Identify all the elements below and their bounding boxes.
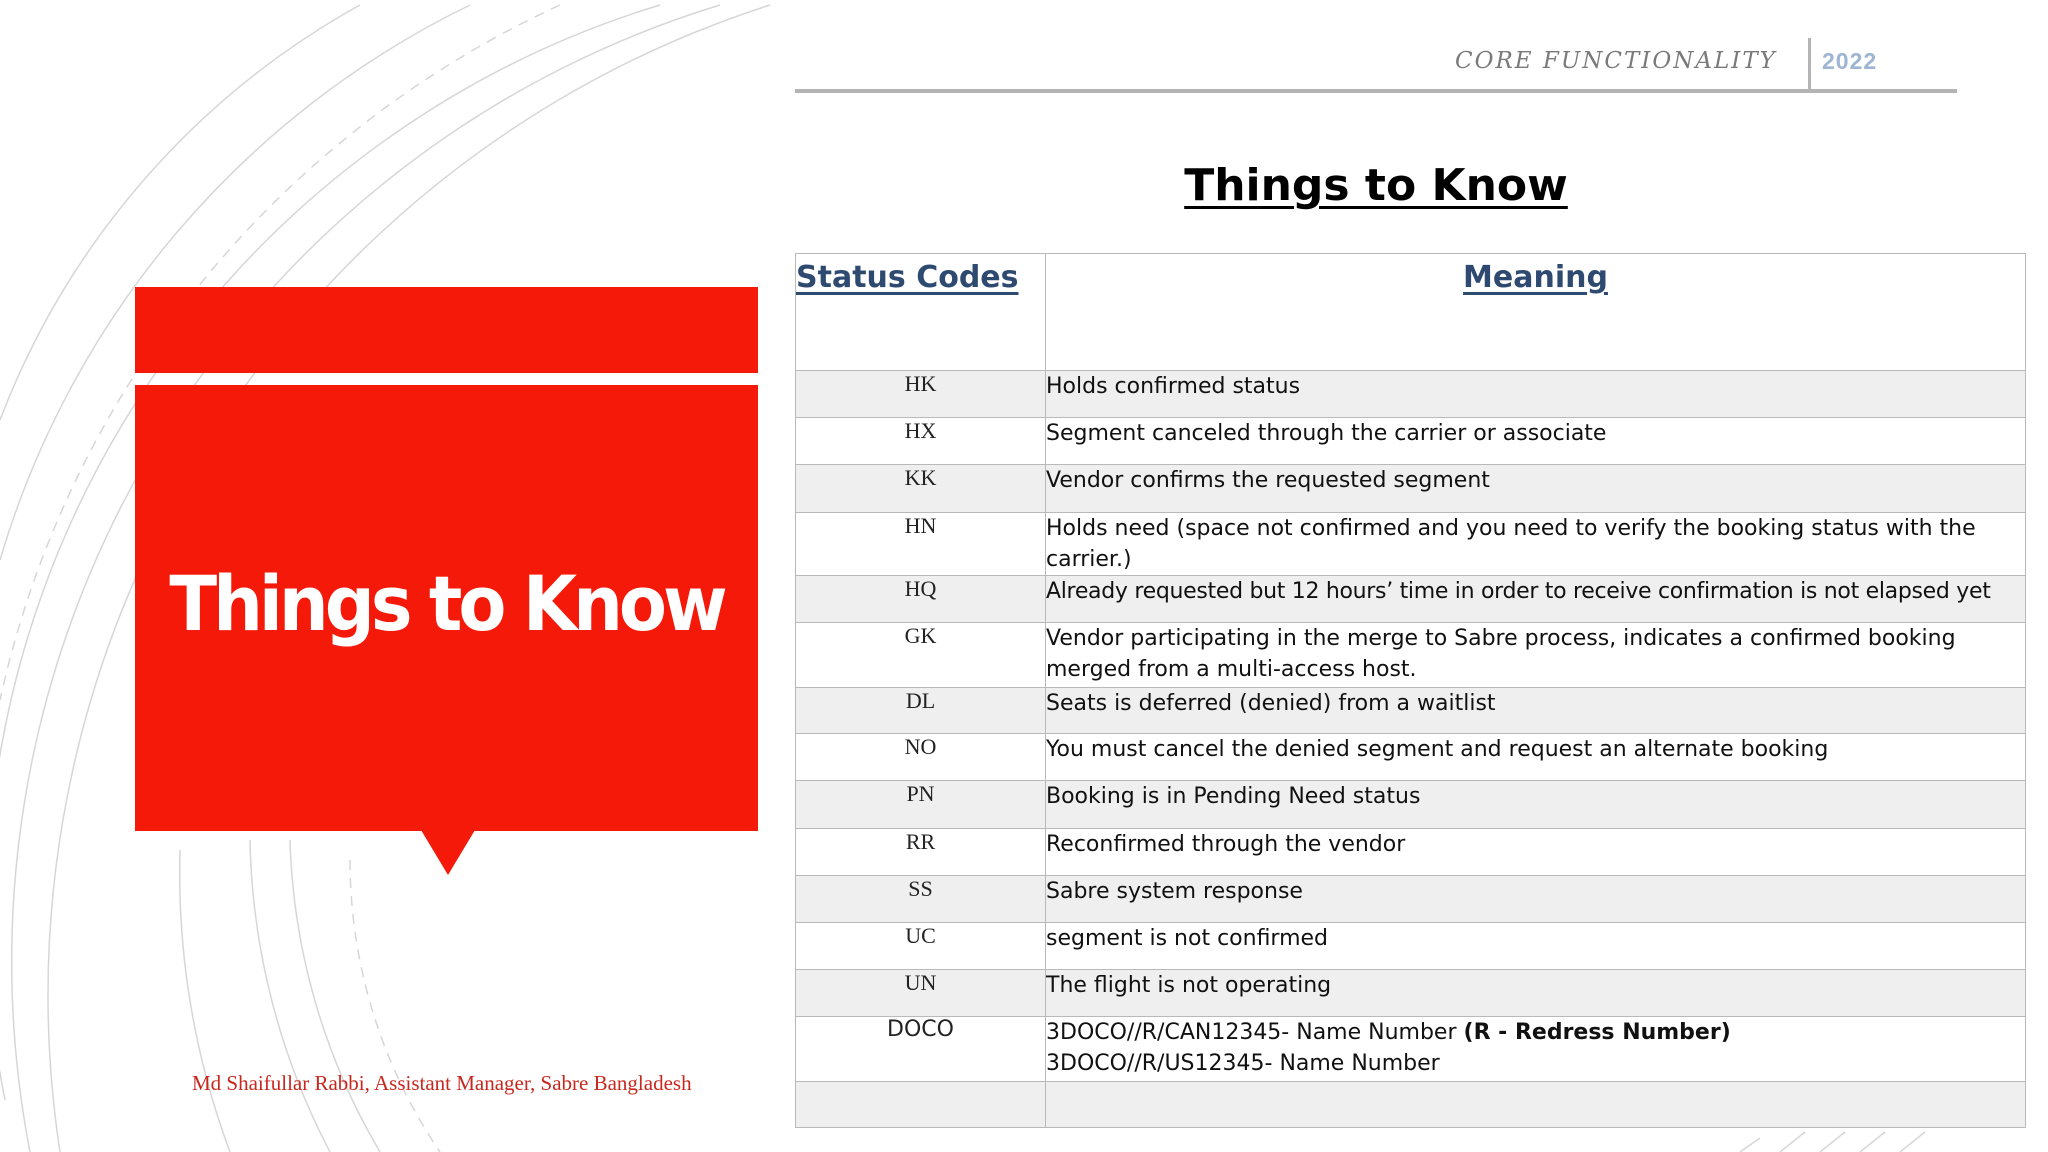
empty-cell: [796, 1082, 1046, 1128]
table-row: [796, 923, 2026, 970]
status-code: GK: [796, 623, 1046, 688]
status-meaning-line: Vendor participating in the merge to Sabre process, indicates a confirmed booking: [1046, 626, 1956, 651]
status-meaning: [1046, 513, 2026, 576]
status-meaning: Sabre system response: [1046, 876, 2026, 923]
table-row: [796, 781, 2026, 829]
status-meaning: segment is not confirmed: [1046, 923, 2026, 970]
table-row: [796, 1017, 2026, 1082]
status-meaning: Holds confirmed status: [1046, 371, 2026, 418]
status-code: UN: [796, 970, 1046, 1017]
status-code: HK: [796, 371, 1046, 418]
header-section-label: CORE FUNCTIONALITY: [1455, 48, 1777, 74]
table-row: [796, 970, 2026, 1017]
status-code: HX: [796, 418, 1046, 465]
status-code: DL: [796, 688, 1046, 734]
status-meaning: Booking is in Pending Need status: [1046, 781, 2026, 829]
status-meaning-line: carrier.): [1046, 547, 1132, 572]
slide-title: Things to Know: [169, 559, 724, 649]
table-row: [796, 623, 2026, 688]
table-row: [796, 513, 2026, 576]
status-code: PN: [796, 781, 1046, 829]
table-row-empty: [796, 1082, 2026, 1128]
status-meaning: [1046, 1017, 2026, 1082]
table-row: [796, 876, 2026, 923]
table-row: [796, 576, 2026, 623]
status-meaning: The flight is not operating: [1046, 970, 2026, 1017]
status-code: DOCO: [796, 1017, 1046, 1082]
header-divider: [1808, 38, 1811, 90]
status-codes-header: Status Codes: [796, 254, 1046, 371]
table-row: [796, 418, 2026, 465]
title-card-top-bar: [135, 287, 758, 373]
author-credit: Md Shaifullar Rabbi, Assistant Manager, Sabre Bangladesh: [192, 1071, 692, 1095]
doco-line1-bold: (R - Redress Number): [1463, 1020, 1731, 1045]
status-meaning-line: [1046, 1017, 2025, 1048]
status-meaning: Reconfirmed through the vendor: [1046, 829, 2026, 876]
status-meaning-line: 3DOCO//R/US12345- Name Number: [1046, 1051, 1440, 1076]
document-title: Things to Know: [1184, 160, 1568, 211]
header-rule: [795, 89, 1957, 93]
table-row: [796, 688, 2026, 734]
status-code: UC: [796, 923, 1046, 970]
status-meaning: Segment canceled through the carrier or associate: [1046, 418, 2026, 465]
table-header-row: [796, 254, 2026, 371]
status-code: NO: [796, 734, 1046, 781]
table-row: [796, 829, 2026, 876]
status-code: HN: [796, 513, 1046, 576]
meaning-header: Meaning: [1046, 254, 2026, 371]
table-row: [796, 465, 2026, 513]
status-meaning: Seats is deferred (denied) from a waitlist: [1046, 688, 2026, 734]
status-meaning: Already requested but 12 hours’ time in order to receive confirmation is not elapsed yet: [1046, 576, 2026, 623]
status-code: KK: [796, 465, 1046, 513]
table-row: [796, 371, 2026, 418]
title-card-pointer: [421, 830, 475, 875]
status-code: SS: [796, 876, 1046, 923]
status-meaning: [1046, 623, 2026, 688]
empty-cell: [1046, 1082, 2026, 1128]
header-year: 2022: [1822, 48, 1878, 74]
title-card: [135, 385, 758, 831]
status-meaning: Vendor confirms the requested segment: [1046, 465, 2026, 513]
doco-line1-text: 3DOCO//R/CAN12345- Name Number: [1046, 1020, 1464, 1045]
status-meaning-line: Holds need (space not confirmed and you need to verify the booking status with the: [1046, 516, 1976, 541]
table-row: [796, 734, 2026, 781]
status-code: HQ: [796, 576, 1046, 623]
status-meaning-line: merged from a multi-access host.: [1046, 657, 1417, 682]
status-codes-table: [795, 253, 2026, 1128]
status-meaning: You must cancel the denied segment and request an alternate booking: [1046, 734, 2026, 781]
status-code: RR: [796, 829, 1046, 876]
